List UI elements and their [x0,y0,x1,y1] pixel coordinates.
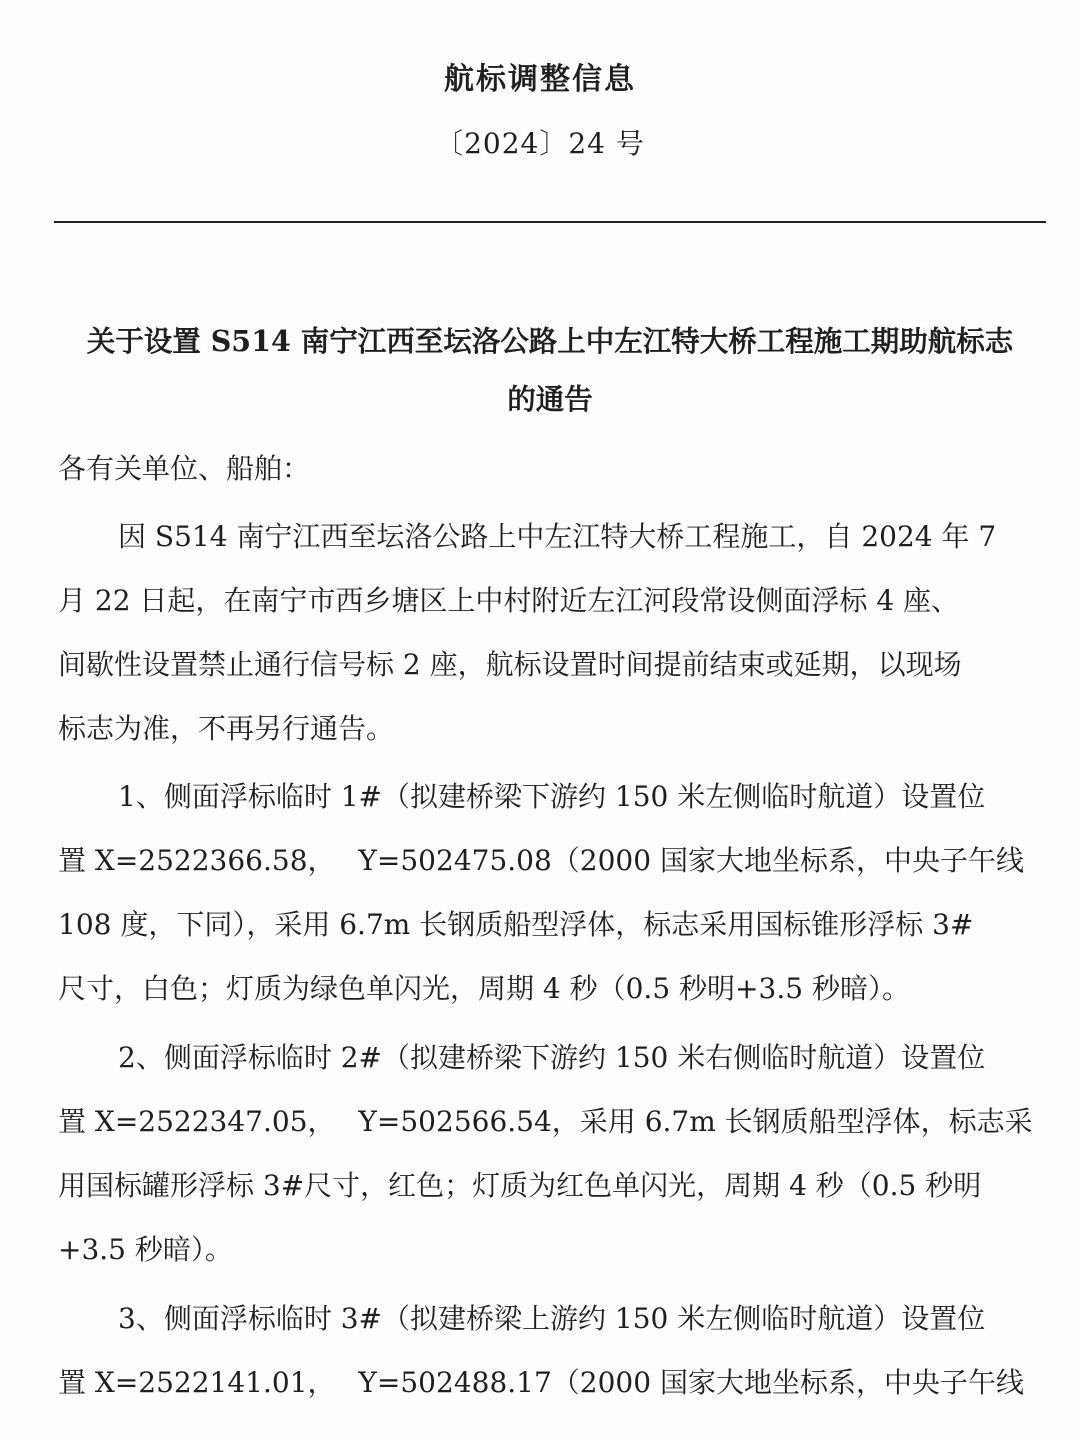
notice-title-line: 的通告 [507,382,593,416]
salutation: 各有关单位、船舶： [58,452,311,485]
document-number: 〔2024〕24 号 [435,127,645,160]
document-title: 航标调整信息 [444,62,636,97]
text-line: 3、侧面浮标临时 3#（拟建桥梁上游约 150 米左侧临时航道）设置位 [118,1302,986,1335]
paragraph-item-2 [58,1026,1048,1282]
text-line: 置 X=2522347.05， Y=502566.54，采用 6.7m 长钢质船型浮体，标志采 [58,1105,1033,1138]
text-line: 月 22 日起，在南宁市西乡塘区上中村附近左江河段常设侧面浮标 4 座、 [58,584,960,617]
header-divider [54,221,1046,223]
text-line: 置 X=2522366.58， Y=502475.08（2000 国家大地坐标系，中央子午线 [58,844,1024,877]
text-line: 1、侧面浮标临时 1#（拟建桥梁下游约 150 米左侧临时航道）设置位 [118,780,986,813]
text-line: 尺寸，白色；灯质为绿色单闪光，周期 4 秒（0.5 秒明+3.5 秒暗）。 [58,972,910,1005]
text-line: +3.5 秒暗）。 [58,1233,233,1266]
paragraph-item-3 [58,1287,1048,1415]
text-line: 2、侧面浮标临时 2#（拟建桥梁下游约 150 米右侧临时航道）设置位 [118,1041,986,1074]
text-line: 置 X=2522141.01， Y=502488.17（2000 国家大地坐标系，中央子午线 [58,1366,1024,1399]
text-line: 因 S514 南宁江西至坛洛公路上中左江特大桥工程施工，自 2024 年 7 [118,520,997,553]
notice-title-line: 关于设置 S514 南宁江西至坛洛公路上中左江特大桥工程施工期助航标志 [86,324,1014,358]
text-line: 用国标罐形浮标 3#尺寸，红色；灯质为红色单闪光，周期 4 秒（0.5 秒明 [58,1169,982,1202]
paragraph-item-1 [58,765,1048,1021]
notice-title [54,312,1046,428]
text-line: 标志为准，不再另行通告。 [58,712,395,745]
text-line: 108 度，下同），采用 6.7m 长钢质船型浮体，标志采用国标锥形浮标 3# [58,908,974,941]
text-line: 间歇性设置禁止通行信号标 2 座，航标设置时间提前结束或延期，以现场 [58,648,962,681]
paragraph-intro [58,505,1048,761]
